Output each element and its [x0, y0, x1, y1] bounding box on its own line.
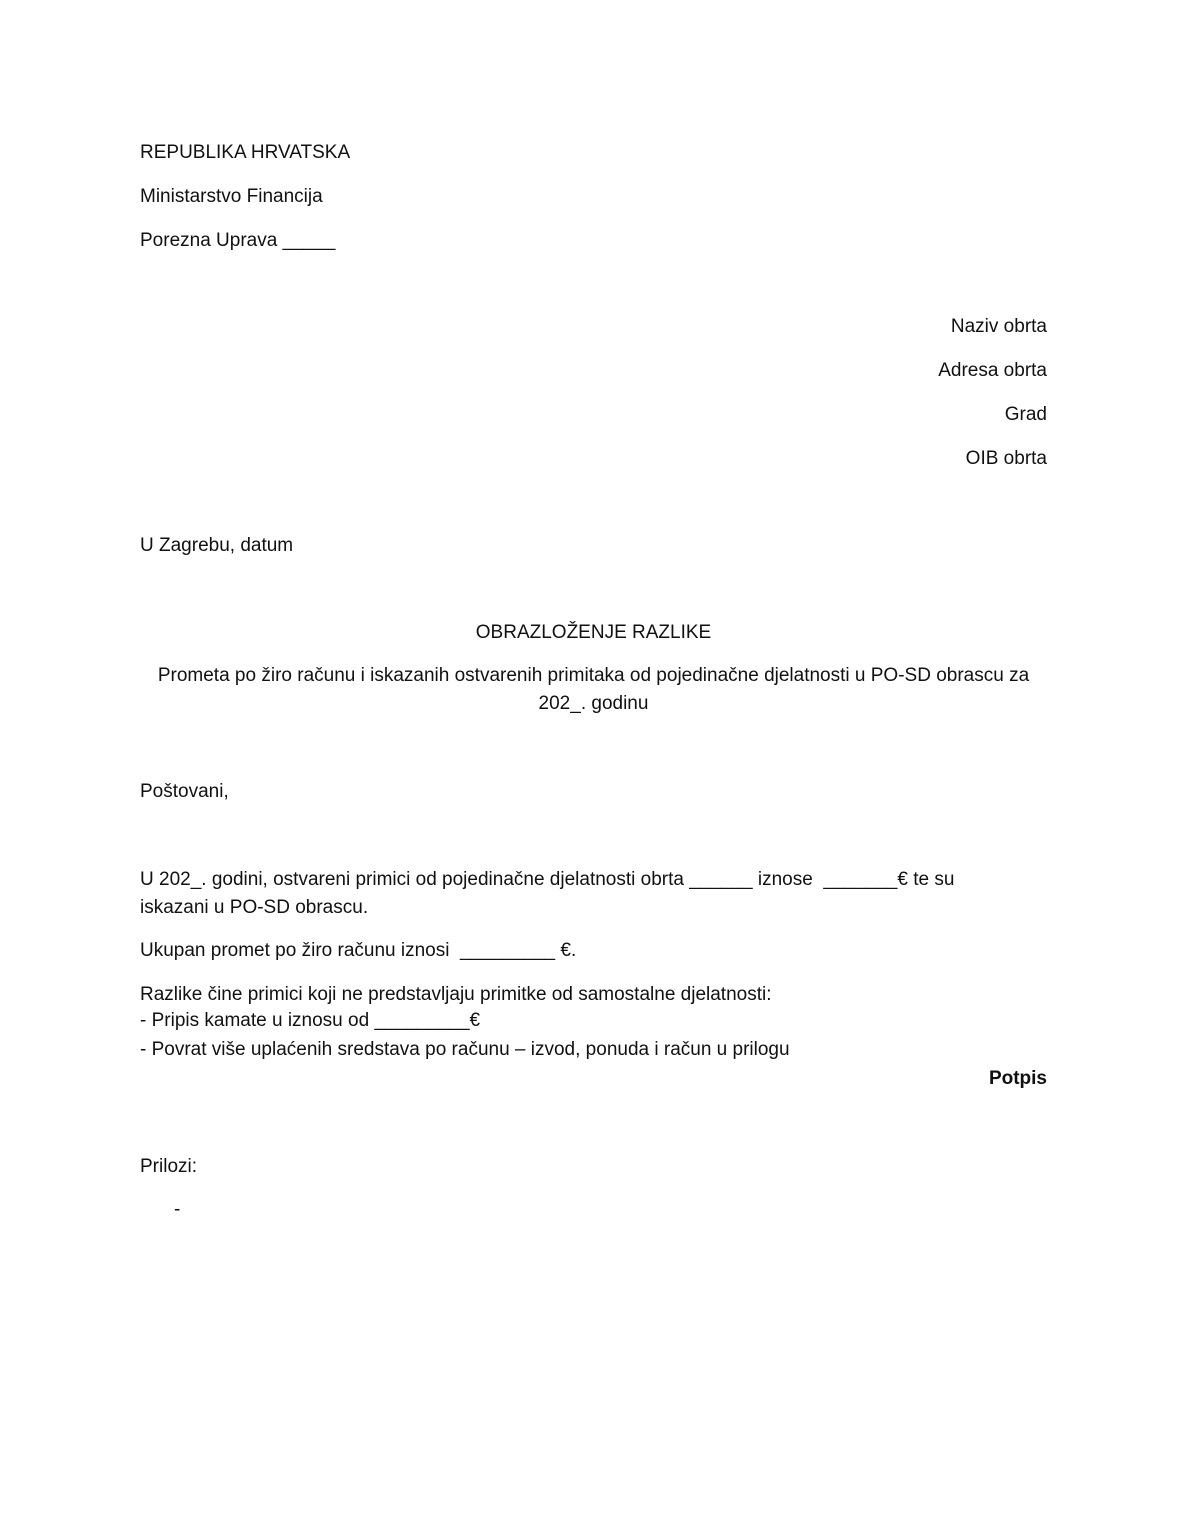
recipient-ministry: Ministarstvo Financija	[140, 186, 323, 207]
attachments-label: Prilozi:	[140, 1156, 198, 1177]
document-subtitle-line-2: 202_. godinu	[538, 693, 649, 714]
body-list-item-1: - Pripis kamate u iznosu od _________€	[140, 1010, 481, 1031]
sender-city: Grad	[1004, 404, 1047, 425]
recipient-country: REPUBLIKA HRVATSKA	[140, 142, 351, 163]
sender-oib: OIB obrta	[965, 448, 1047, 469]
body-paragraph-1-line-1: U 202_. godini, ostvareni primici od pojedinačne djelatnosti obrta ______ iznose _______€ te su	[140, 869, 955, 890]
recipient-tax-office: Porezna Uprava _____	[140, 230, 336, 251]
signature-label: Potpis	[988, 1068, 1047, 1089]
body-list-item-2: - Povrat više uplaćenih sredstava po računu – izvod, ponuda i račun u prilogu	[140, 1039, 790, 1060]
sender-name: Naziv obrta	[950, 316, 1047, 337]
body-paragraph-1-line-2: iskazani u PO-SD obrascu.	[140, 897, 369, 918]
body-paragraph-3-intro: Razlike čine primici koji ne predstavljaju primitke od samostalne djelatnosti:	[140, 984, 772, 1005]
place-date: U Zagrebu, datum	[140, 535, 294, 556]
sender-address: Adresa obrta	[938, 360, 1047, 381]
body-paragraph-2: Ukupan promet po žiro računu iznosi _________ €.	[140, 940, 577, 961]
document-subtitle-line-1: Prometa po žiro računu i iskazanih ostvarenih primitaka od pojedinačne djelatnosti u PO-SD obrascu za	[157, 665, 1030, 686]
document-title: OBRAZLOŽENJE RAZLIKE	[475, 622, 712, 643]
attachments-list-item: -	[174, 1199, 181, 1220]
salutation: Poštovani,	[140, 781, 229, 802]
